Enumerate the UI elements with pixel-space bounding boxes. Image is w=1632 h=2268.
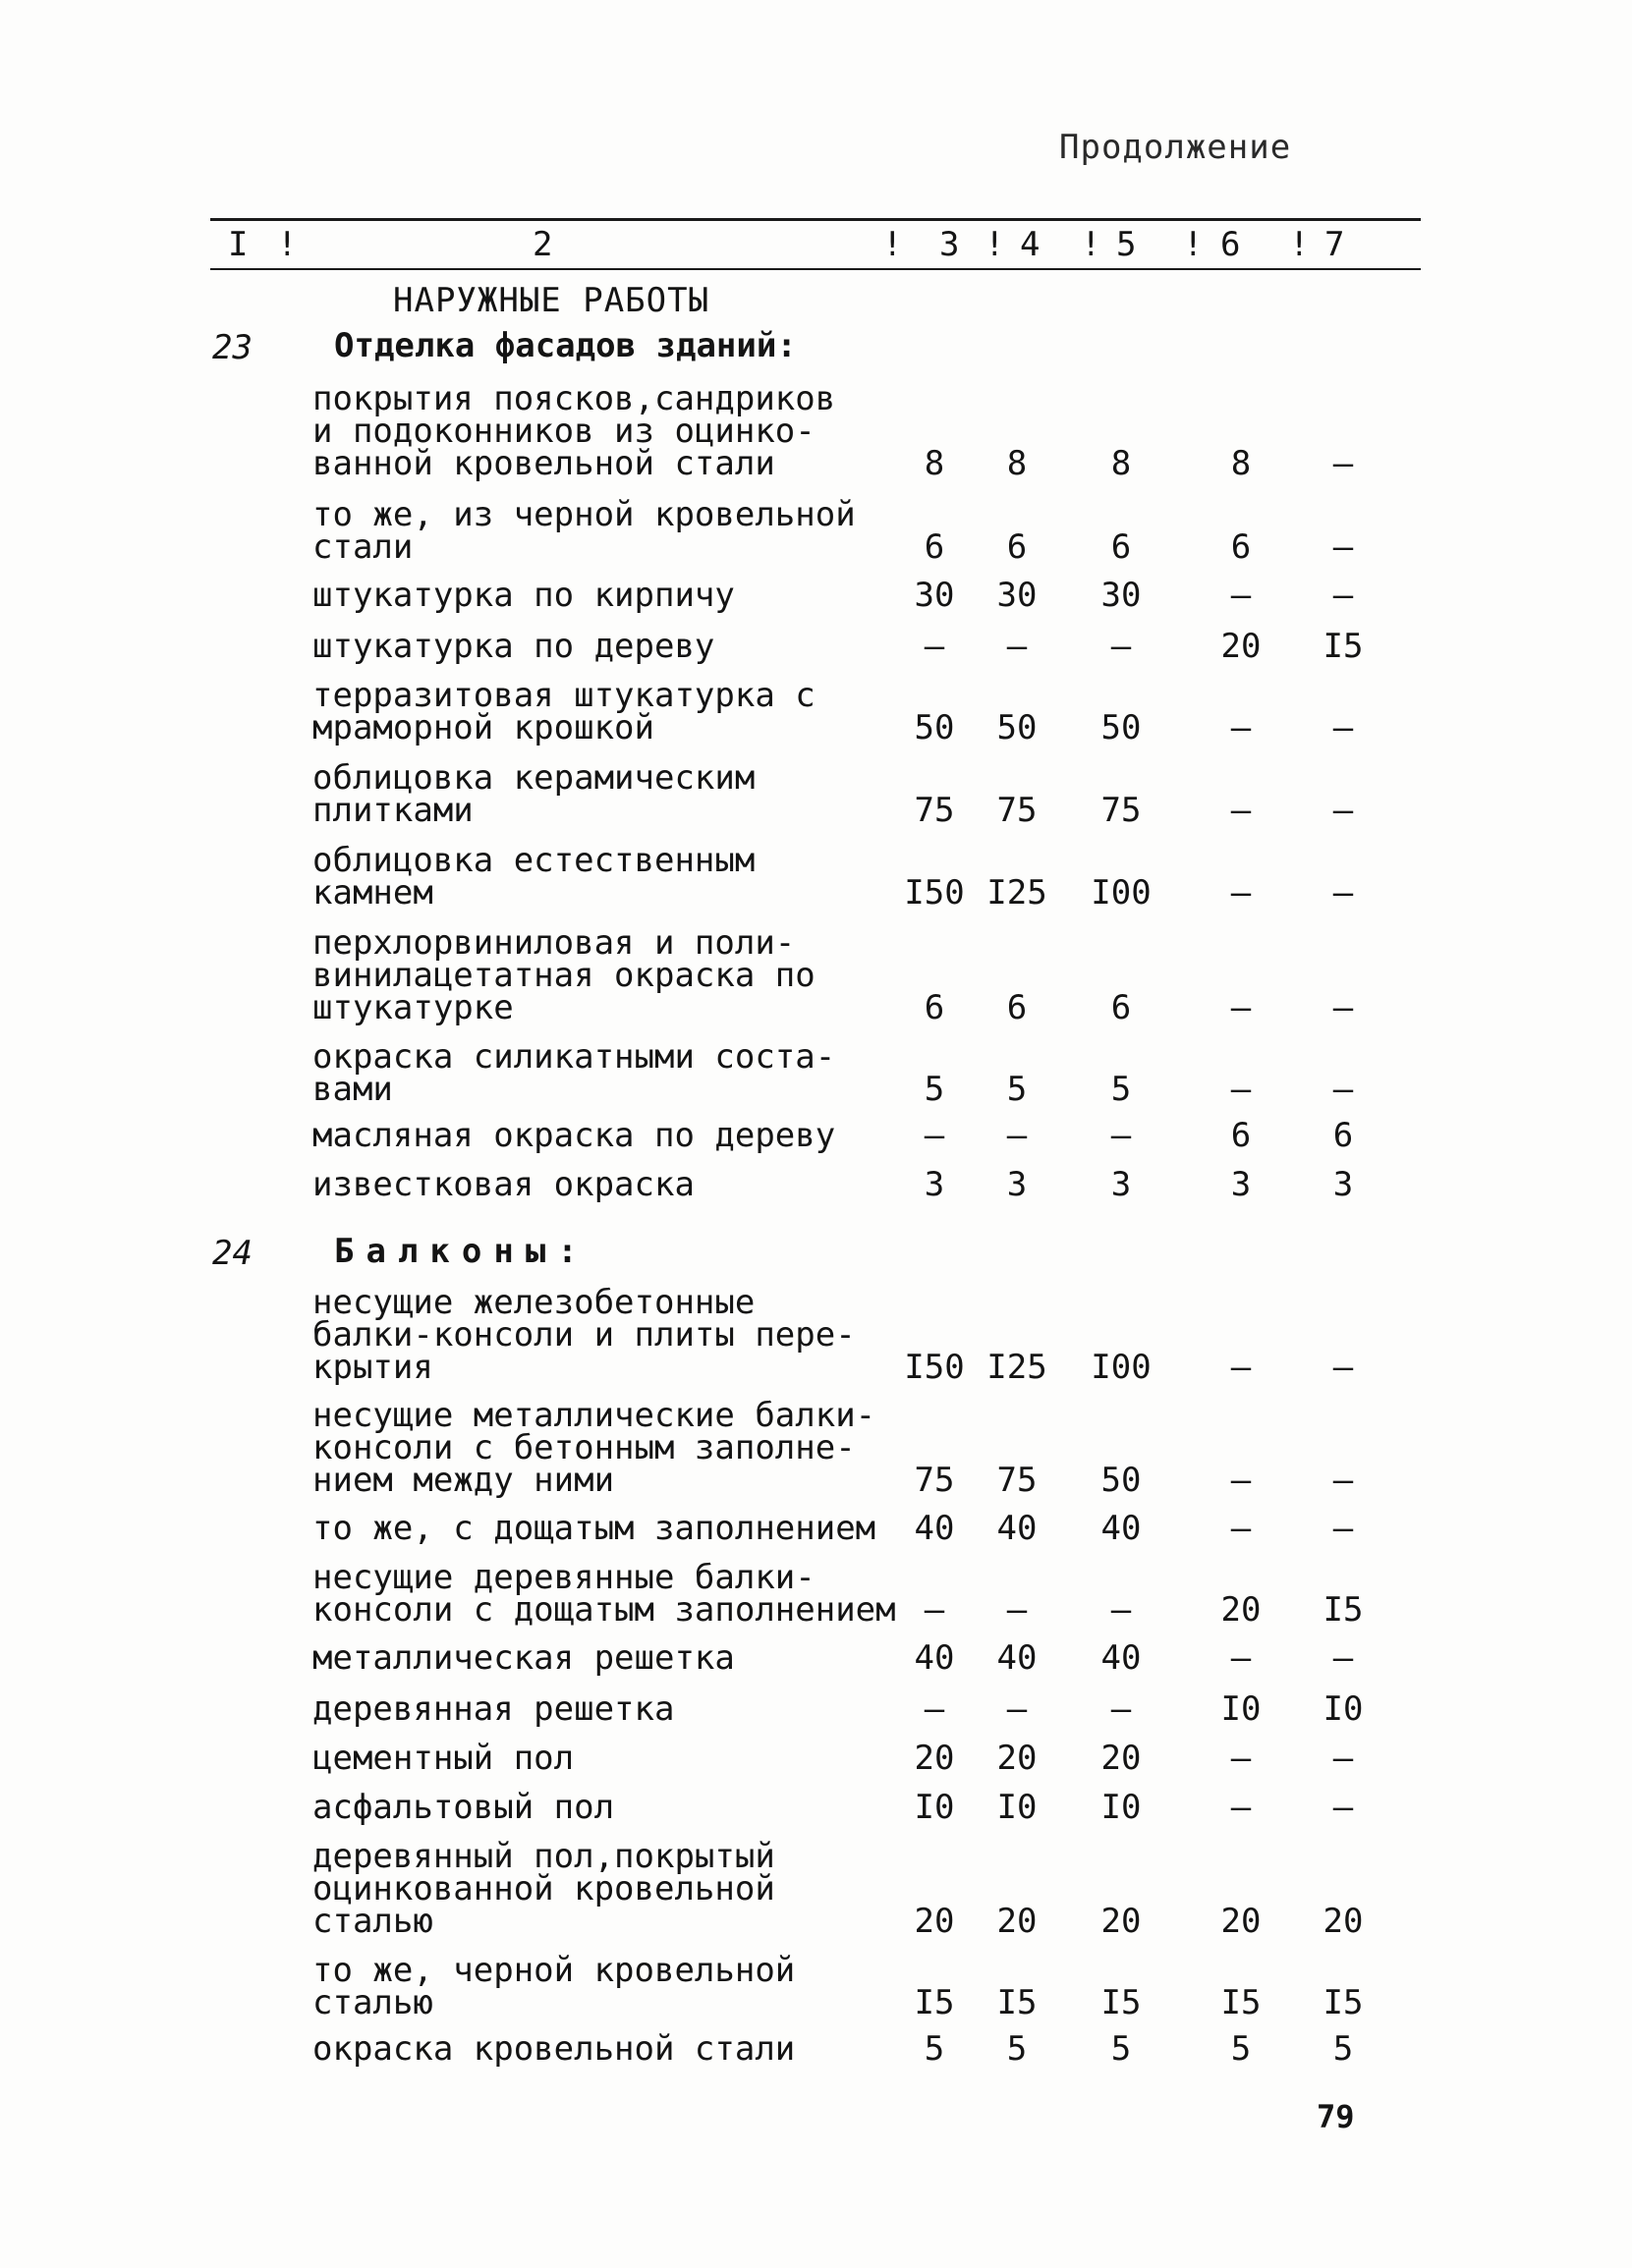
page-number: 79 <box>1317 2098 1355 2135</box>
cell-col7: – <box>1332 1461 1354 1500</box>
cell-col4: 3 <box>1006 1165 1028 1204</box>
cell-col6: – <box>1230 1461 1252 1500</box>
cell-col5: 3 <box>1110 1165 1132 1204</box>
cell-col3: 40 <box>914 1509 955 1548</box>
cell-col4: I25 <box>986 873 1047 913</box>
row-description: покрытия поясков,сандриков и подоконников из оцинко- ванной кровельной стали <box>312 379 836 483</box>
cell-col6: – <box>1230 988 1252 1027</box>
cell-col3: – <box>924 1590 945 1630</box>
cell-col5: 75 <box>1100 791 1142 830</box>
cell-col7: I5 <box>1322 627 1364 666</box>
cell-col7: – <box>1332 1070 1354 1109</box>
cell-col4: 75 <box>996 791 1038 830</box>
cell-col5: 20 <box>1100 1739 1142 1778</box>
column-header-5: 5 <box>1116 225 1137 264</box>
cell-col6: – <box>1230 576 1252 615</box>
cell-col6: – <box>1230 1739 1252 1778</box>
cell-col3: 50 <box>914 708 955 747</box>
row-description: асфальтовый пол <box>312 1788 615 1827</box>
cell-col6: I5 <box>1220 1983 1262 2022</box>
cell-col7: – <box>1332 1739 1354 1778</box>
cell-col3: I0 <box>914 1788 955 1827</box>
cell-col6: – <box>1230 1638 1252 1678</box>
cell-col6: 20 <box>1220 1902 1262 1941</box>
column-separator: ! <box>1081 225 1101 264</box>
cell-col3: I50 <box>904 1348 965 1387</box>
cell-col6: I0 <box>1220 1689 1262 1729</box>
cell-col5: 50 <box>1100 708 1142 747</box>
cell-col4: 8 <box>1006 444 1028 483</box>
cell-col6: 20 <box>1220 627 1262 666</box>
cell-col7: 5 <box>1332 2029 1354 2069</box>
cell-col6: – <box>1230 873 1252 913</box>
cell-col6: – <box>1230 1788 1252 1827</box>
cell-col3: – <box>924 627 945 666</box>
cell-col4: – <box>1006 1116 1028 1155</box>
cell-col4: 5 <box>1006 1070 1028 1109</box>
row-description: облицовка естественным камнем <box>312 841 756 913</box>
cell-col4: 40 <box>996 1638 1038 1678</box>
cell-col7: – <box>1332 988 1354 1027</box>
cell-col7: 3 <box>1332 1165 1354 1204</box>
cell-col3: 30 <box>914 576 955 615</box>
cell-col4: 20 <box>996 1902 1038 1941</box>
row-description: штукатурка по дереву <box>312 627 715 666</box>
cell-col3: I50 <box>904 873 965 913</box>
row-description: то же, черной кровельной сталью <box>312 1951 796 2022</box>
cell-col5: 50 <box>1100 1461 1142 1500</box>
cell-col5: – <box>1110 1689 1132 1729</box>
cell-col7: 20 <box>1322 1902 1364 1941</box>
cell-col3: 5 <box>924 1070 945 1109</box>
row-description: деревянный пол,покрытый оцинкованной кровельной сталью <box>312 1837 775 1941</box>
cell-col5: 6 <box>1110 527 1132 567</box>
group-title: Балконы: <box>334 1232 590 1271</box>
column-header-6: 6 <box>1220 225 1241 264</box>
row-description: несущие металлические балки- консоли с бетонным заполне- нием между ними <box>312 1396 876 1500</box>
column-header-4: 4 <box>1020 225 1041 264</box>
cell-col5: 5 <box>1110 1070 1132 1109</box>
column-separator: ! <box>1183 225 1204 264</box>
continuation-label: Продолжение <box>1059 128 1292 167</box>
cell-col3: 75 <box>914 1461 955 1500</box>
cell-col3: – <box>924 1116 945 1155</box>
cell-col7: – <box>1332 873 1354 913</box>
cell-col4: 20 <box>996 1739 1038 1778</box>
cell-col4: 6 <box>1006 988 1028 1027</box>
cell-col7: – <box>1332 708 1354 747</box>
row-description: деревянная решетка <box>312 1689 675 1729</box>
cell-col7: – <box>1332 1788 1354 1827</box>
cell-col6: 6 <box>1230 527 1252 567</box>
cell-col3: 20 <box>914 1902 955 1941</box>
cell-col3: 3 <box>924 1165 945 1204</box>
cell-col7: – <box>1332 1348 1354 1387</box>
cell-col3: 6 <box>924 527 945 567</box>
cell-col7: 6 <box>1332 1116 1354 1155</box>
row-description: цементный пол <box>312 1739 575 1778</box>
cell-col5: – <box>1110 627 1132 666</box>
row-description: терразитовая штукатурка с мраморной крошкой <box>312 676 816 747</box>
cell-col7: – <box>1332 444 1354 483</box>
cell-col3: – <box>924 1689 945 1729</box>
column-separator: ! <box>1289 225 1310 264</box>
cell-col3: 20 <box>914 1739 955 1778</box>
cell-col7: – <box>1332 527 1354 567</box>
group-title: Отделка фасадов зданий: <box>334 326 797 365</box>
cell-col7: – <box>1332 791 1354 830</box>
column-header-3: 3 <box>939 225 960 264</box>
column-separator: ! <box>985 225 1005 264</box>
cell-col6: 20 <box>1220 1590 1262 1630</box>
cell-col4: I5 <box>996 1983 1038 2022</box>
cell-col3: 5 <box>924 2029 945 2069</box>
cell-col5: 30 <box>1100 576 1142 615</box>
cell-col4: – <box>1006 627 1028 666</box>
cell-col4: I25 <box>986 1348 1047 1387</box>
column-separator: ! <box>882 225 903 264</box>
cell-col6: – <box>1230 1070 1252 1109</box>
cell-col3: I5 <box>914 1983 955 2022</box>
cell-col5: 40 <box>1100 1638 1142 1678</box>
cell-col6: 8 <box>1230 444 1252 483</box>
cell-col3: 75 <box>914 791 955 830</box>
row-description: то же, с дощатым заполнением <box>312 1509 876 1548</box>
cell-col4: I0 <box>996 1788 1038 1827</box>
column-header-7: 7 <box>1324 225 1345 264</box>
row-description: штукатурка по кирпичу <box>312 576 735 615</box>
row-description: несущие деревянные балки- консоли с дощатым заполнением <box>312 1558 896 1630</box>
cell-col7: – <box>1332 1638 1354 1678</box>
cell-col5: I00 <box>1091 873 1152 913</box>
column-header-2: 2 <box>533 225 553 264</box>
column-separator: ! <box>277 225 298 264</box>
cell-col5: 40 <box>1100 1509 1142 1548</box>
column-header-1: I <box>228 225 249 264</box>
row-description: окраска кровельной стали <box>312 2029 796 2069</box>
cell-col4: 30 <box>996 576 1038 615</box>
cell-col4: 40 <box>996 1509 1038 1548</box>
cell-col3: 6 <box>924 988 945 1027</box>
cell-col4: 6 <box>1006 527 1028 567</box>
row-description: то же, из черной кровельной стали <box>312 495 856 567</box>
cell-col3: 8 <box>924 444 945 483</box>
cell-col5: – <box>1110 1116 1132 1155</box>
cell-col5: I00 <box>1091 1348 1152 1387</box>
cell-col4: 50 <box>996 708 1038 747</box>
cell-col7: – <box>1332 576 1354 615</box>
row-description: несущие железобетонные балки-консоли и плиты пере- крытия <box>312 1283 856 1387</box>
group-number: 23 <box>212 328 253 367</box>
cell-col6: – <box>1230 708 1252 747</box>
cell-col7: I5 <box>1322 1983 1364 2022</box>
row-description: известковая окраска <box>312 1165 695 1204</box>
row-description: облицовка керамическим плитками <box>312 758 756 830</box>
cell-col4: 5 <box>1006 2029 1028 2069</box>
cell-col5: I0 <box>1100 1788 1142 1827</box>
cell-col5: 5 <box>1110 2029 1132 2069</box>
cell-col5: 6 <box>1110 988 1132 1027</box>
cell-col6: 5 <box>1230 2029 1252 2069</box>
cell-col6: 6 <box>1230 1116 1252 1155</box>
section-title: НАРУЖНЫЕ РАБОТЫ <box>393 281 710 320</box>
row-description: металлическая решетка <box>312 1638 735 1678</box>
row-description: масляная окраска по дереву <box>312 1116 836 1155</box>
cell-col4: 75 <box>996 1461 1038 1500</box>
row-description: перхлорвиниловая и поли- винилацетатная окраска по штукатурке <box>312 923 816 1027</box>
cell-col5: 8 <box>1110 444 1132 483</box>
cell-col6: – <box>1230 1509 1252 1548</box>
cell-col5: – <box>1110 1590 1132 1630</box>
group-number: 24 <box>212 1234 253 1273</box>
cell-col7: I0 <box>1322 1689 1364 1729</box>
cell-col7: I5 <box>1322 1590 1364 1630</box>
cell-col6: – <box>1230 791 1252 830</box>
cell-col4: – <box>1006 1689 1028 1729</box>
cell-col3: 40 <box>914 1638 955 1678</box>
row-description: окраска силикатными соста- вами <box>312 1037 836 1109</box>
cell-col6: 3 <box>1230 1165 1252 1204</box>
cell-col5: 20 <box>1100 1902 1142 1941</box>
cell-col6: – <box>1230 1348 1252 1387</box>
cell-col4: – <box>1006 1590 1028 1630</box>
cell-col5: I5 <box>1100 1983 1142 2022</box>
cell-col7: – <box>1332 1509 1354 1548</box>
